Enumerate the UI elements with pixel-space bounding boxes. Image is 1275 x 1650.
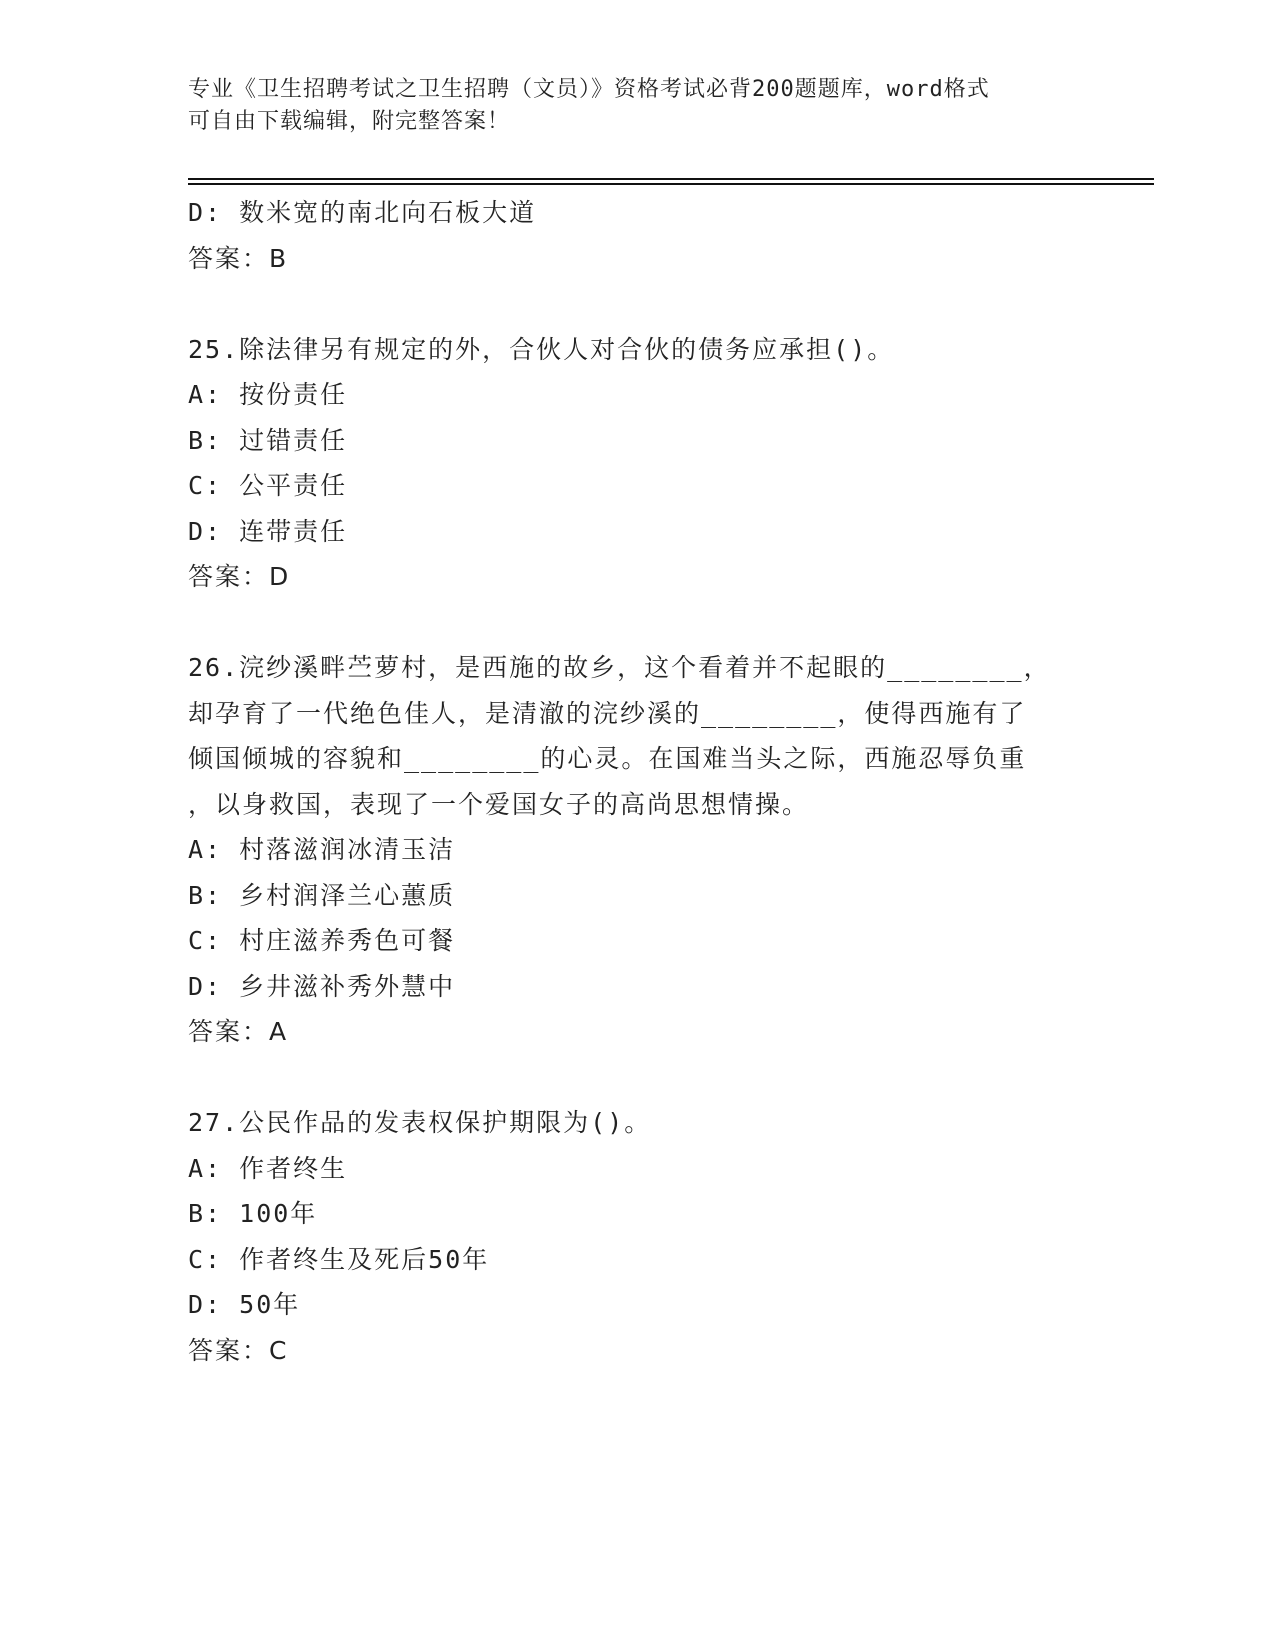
option-c: C: 作者终生及死后50年 (188, 1244, 490, 1274)
answer: 答案：A (188, 1017, 289, 1046)
document-header (188, 74, 1068, 138)
question-25 (188, 327, 1088, 600)
option-d: D: 50年 (188, 1290, 301, 1319)
header-divider-bottom (188, 183, 1154, 185)
question-stem-line-3: 倾国倾城的容貌和________的心灵。在国难当头之际，西施忍辱负重 (188, 744, 1027, 773)
answer: 答案：C (188, 1335, 289, 1365)
spacer (188, 1055, 1088, 1101)
prev-option-d: D: 数米宽的南北向石板大道 (188, 198, 537, 227)
option-a: A: 按份责任 (188, 380, 348, 409)
spacer (188, 281, 1088, 327)
question-stem-line-2: 却孕育了一代绝色佳人，是清澈的浣纱溪的________，使得西施有了 (188, 698, 1027, 728)
question-stem: 25.除法律另有规定的外，合伙人对合伙的债务应承担()。 (188, 334, 895, 364)
option-b: B: 过错责任 (188, 425, 348, 455)
question-stem-line-1: 26.浣纱溪畔苎萝村，是西施的故乡，这个看着并不起眼的________， (188, 653, 1051, 682)
question-stem-line-4: ，以身救国，表现了一个爱国女子的高尚思想情操。 (188, 789, 810, 819)
prev-answer: 答案：B (188, 243, 289, 273)
header-line-1: 专业《卫生招聘考试之卫生招聘（文员）》资格考试必背200题题库，word格式 (188, 77, 990, 102)
spacer (188, 600, 1088, 646)
option-b: B: 100年 (188, 1199, 318, 1228)
answer: 答案：D (188, 562, 291, 591)
option-b: B: 乡村润泽兰心蕙质 (188, 880, 456, 910)
option-d: D: 乡井滋补秀外慧中 (188, 971, 456, 1001)
question-content (188, 190, 1088, 1373)
question-27 (188, 1100, 1088, 1373)
option-c: C: 公平责任 (188, 471, 348, 500)
question-stem: 27.公民作品的发表权保护期限为()。 (188, 1108, 652, 1137)
option-d: D: 连带责任 (188, 516, 348, 546)
header-divider-top (188, 178, 1154, 180)
option-c: C: 村庄滋养秀色可餐 (188, 926, 456, 955)
question-26 (188, 645, 1088, 1055)
header-line-2: 可自由下载编辑，附完整答案！ (188, 109, 511, 134)
option-a: A: 村落滋润冰清玉洁 (188, 835, 456, 864)
option-a: A: 作者终生 (188, 1153, 348, 1183)
